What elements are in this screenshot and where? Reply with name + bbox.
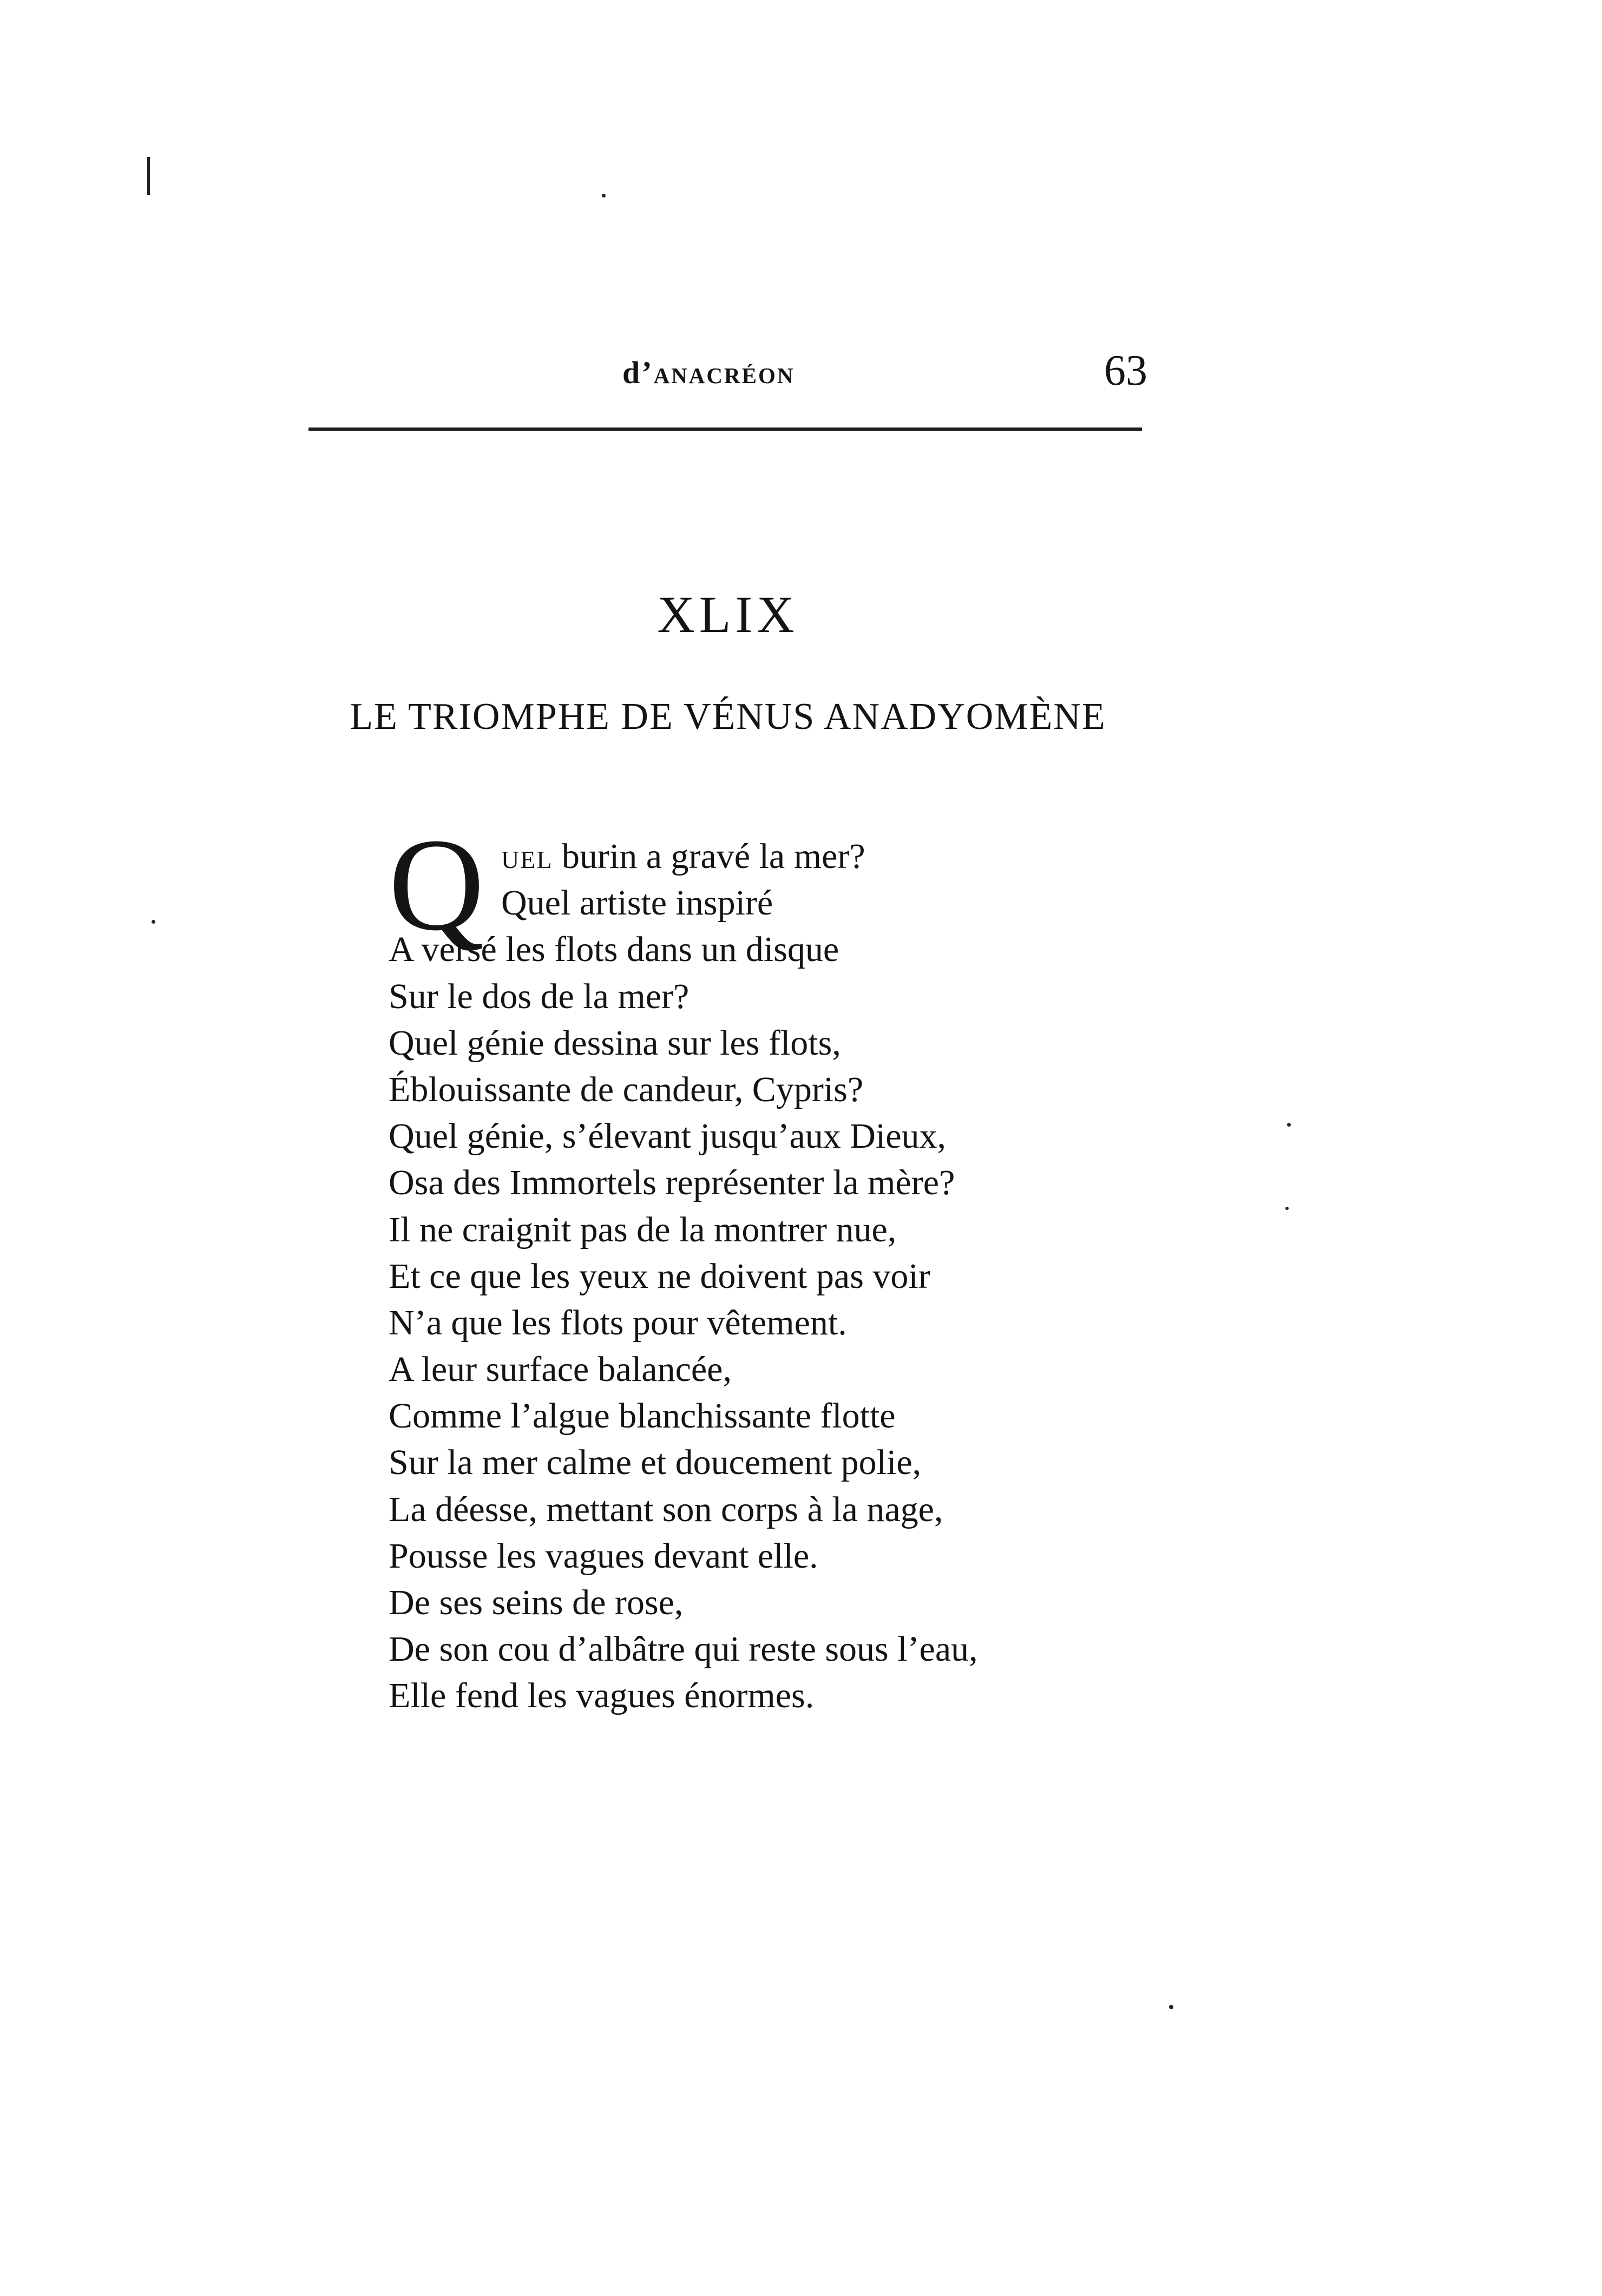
poem-body [389,811,1146,1720]
scan-margin-mark [147,157,150,195]
first-word-smallcaps: uel [501,837,553,876]
verse-line: Sur la mer calme et doucement polie, [389,1443,922,1483]
header-rule [308,427,1142,431]
running-header [622,354,795,391]
chapter-number: XLIX [657,585,799,643]
verse-line [389,833,1146,880]
verse-line: N’a que les flots pour vêtement. [389,1302,847,1343]
verse-line: Sur le dos de la mer? [389,976,690,1016]
verse-line: Il ne craignit pas de la montrer nue, [389,1209,897,1249]
verse-line: Quel génie dessina sur les flots, [389,1023,841,1063]
page-number: 63 [1104,347,1147,394]
first-line-rest: burin a gravé la mer? [553,837,865,876]
scan-speck [602,194,606,198]
verse-line: A versé les flots dans un disque [389,930,839,970]
verse-line: Osa des Immortels représenter la mère? [389,1163,955,1203]
verse-line: De ses seins de rose, [389,1583,684,1622]
verse-line: Quel artiste inspiré [501,883,773,923]
scan-speck [1285,1207,1289,1210]
scan-speck [152,920,155,924]
scan-speck [1169,2005,1173,2009]
verse-line: Éblouissante de candeur, Cypris? [389,1069,864,1109]
verse-line: Comme l’algue blanchissante flotte [389,1396,896,1436]
verse-line: De son cou d’albâtre qui reste sous l’eau, [389,1629,978,1669]
verse-line: Pousse les vagues devant elle. [389,1536,818,1576]
verse-line: Quel génie, s’élevant jusqu’aux Dieux, [389,1116,947,1156]
verse-line: A leur surface balancée, [389,1350,732,1390]
verse-line: Et ce que les yeux ne doivent pas voir [389,1256,930,1296]
scan-speck [1287,1123,1291,1127]
verse-line: La déesse, mettant son corps à la nage, [389,1489,943,1529]
running-header-title: anacréon [653,355,795,390]
running-header-prefix: d’ [622,355,654,390]
poem-title: LE TRIOMPHE DE VÉNUS ANADYOMÈNE [350,696,1106,738]
verse-line: Elle fend les vagues énormes. [389,1676,815,1716]
drop-cap: Q [389,811,484,958]
